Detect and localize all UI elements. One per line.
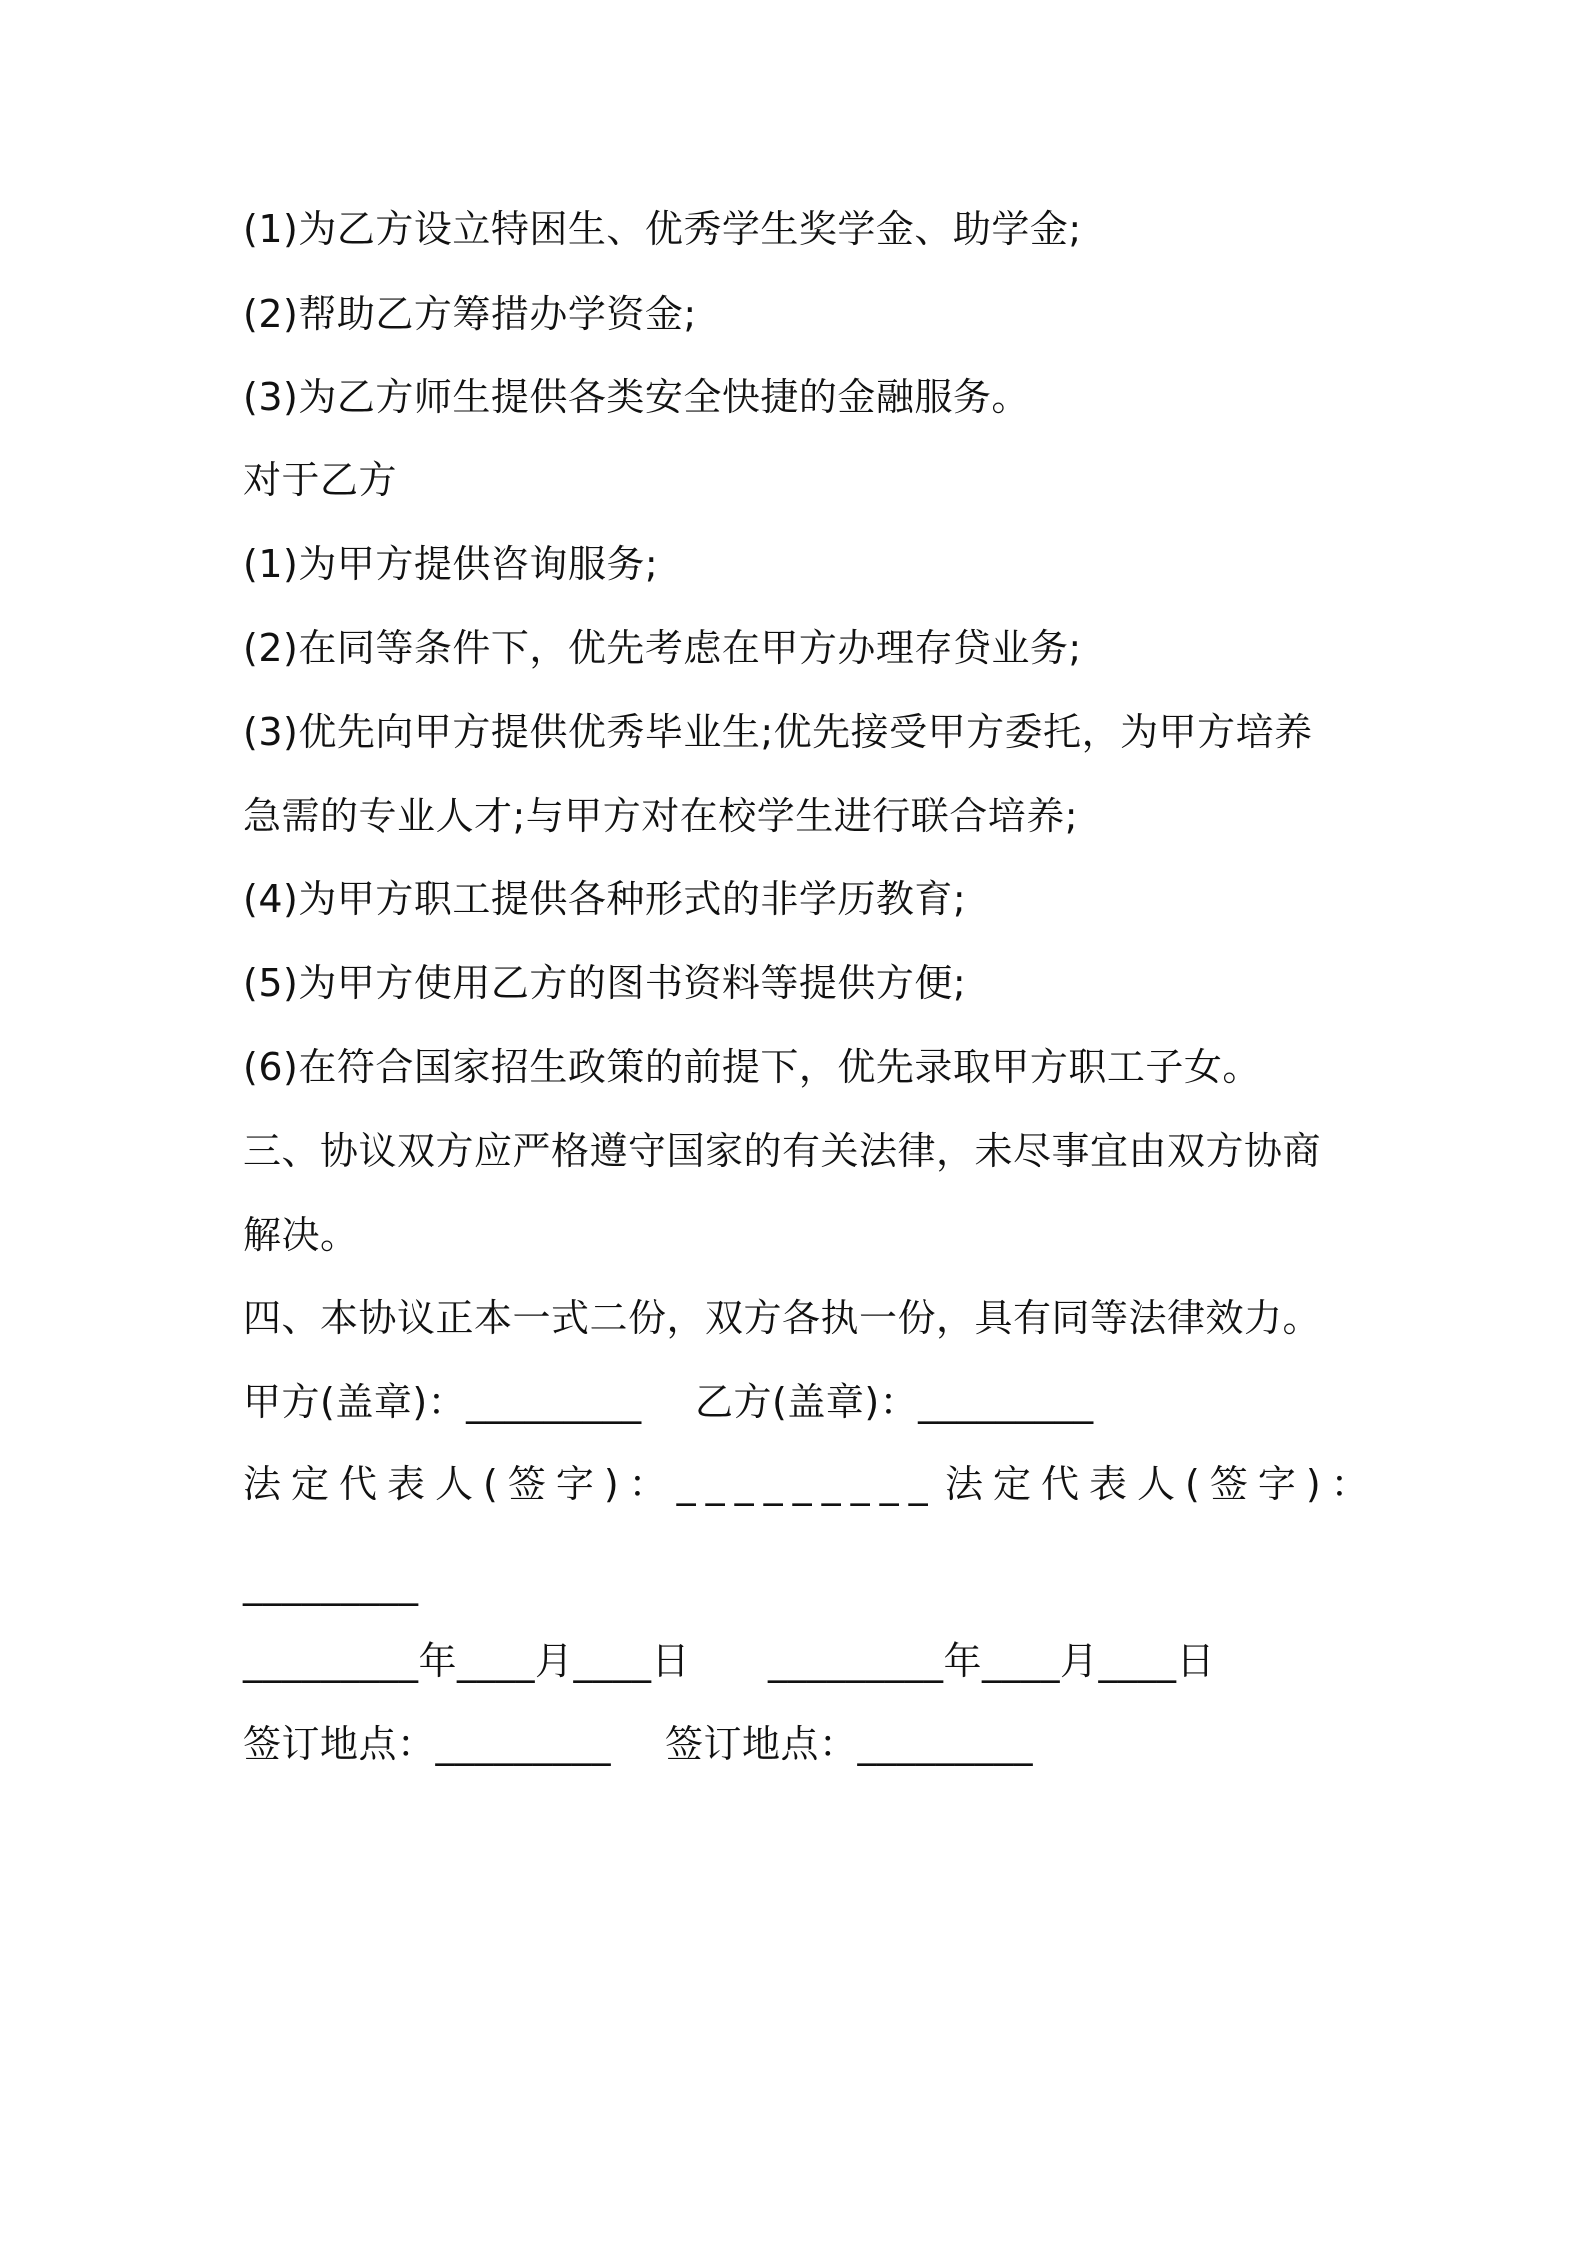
party-b-place: 签订地点：_________ xyxy=(665,1722,1034,1766)
clause-b-3-line-2: 急需的专业人才;与甲方对在校学生进行联合培养; xyxy=(243,794,1079,838)
clause-b-1: (1)为甲方提供咨询服务; xyxy=(243,542,659,586)
party-b-representative-blank: _________ xyxy=(243,1562,419,1606)
article-four: 四、本协议正本一式二份，双方各执一份，具有同等法律效力。 xyxy=(243,1296,1322,1340)
party-b-representative: 法定代表人(签字)： xyxy=(945,1462,1379,1506)
article-three-line-2: 解决。 xyxy=(243,1213,359,1257)
clause-b-4: (4)为甲方职工提供各种形式的非学历教育; xyxy=(243,877,967,921)
clause-b-3-line-1: (3)优先向甲方提供优秀毕业生;优先接受甲方委托，为甲方培养 xyxy=(243,710,1313,754)
clause-b-6: (6)在符合国家招生政策的前提下，优先录取甲方职工子女。 xyxy=(243,1045,1261,1089)
party-a-seal: 甲方(盖章)：_________ xyxy=(243,1380,642,1424)
party-b-date: _________年____月____日 xyxy=(768,1639,1216,1683)
party-a-representative: 法定代表人(签字)：_________ xyxy=(243,1462,938,1506)
clause-a-3: (3)为乙方师生提供各类安全快捷的金融服务。 xyxy=(243,375,1030,419)
party-a-place: 签订地点：_________ xyxy=(243,1722,612,1766)
clause-a-2: (2)帮助乙方筹措办学资金; xyxy=(243,292,697,336)
article-three-line-1: 三、协议双方应严格遵守国家的有关法律，未尽事宜由双方协商 xyxy=(243,1129,1322,1173)
party-b-seal: 乙方(盖章)：_________ xyxy=(695,1380,1094,1424)
party-a-date: _________年____月____日 xyxy=(243,1639,691,1683)
clause-a-1: (1)为乙方设立特困生、优秀学生奖学金、助学金; xyxy=(243,207,1082,251)
clause-b-5: (5)为甲方使用乙方的图书资料等提供方便; xyxy=(243,961,967,1005)
section-heading-party-b: 对于乙方 xyxy=(243,458,398,502)
clause-b-2: (2)在同等条件下，优先考虑在甲方办理存贷业务; xyxy=(243,626,1082,670)
